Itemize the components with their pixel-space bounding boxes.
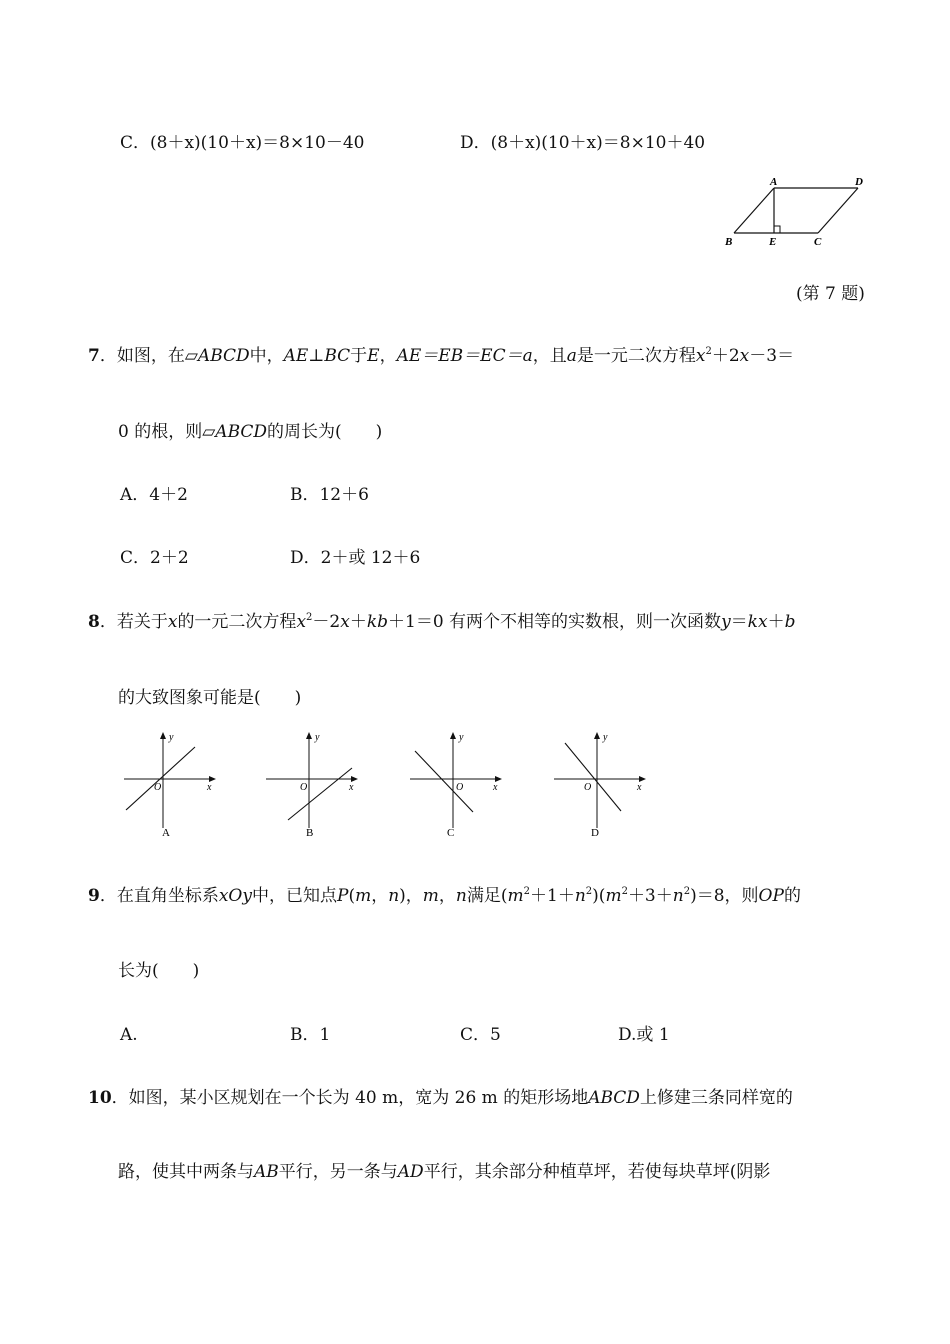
q8-tg: x <box>340 612 350 632</box>
q9-tx: 2 <box>683 886 691 897</box>
q10-line1 <box>88 1087 793 1109</box>
q9-tt: m <box>605 886 622 906</box>
q9-tw: n <box>672 886 684 906</box>
q8-graph-b-label: B <box>306 827 314 839</box>
q9-tn: m <box>507 886 524 906</box>
q9-ts: )( <box>592 886 606 906</box>
q7-option-b: B．12＋6 <box>290 485 369 505</box>
q7-t1n: ＋2 <box>711 346 740 366</box>
q9-option-c: C．5 <box>460 1025 501 1045</box>
q8-graph-a-y-label: y <box>169 732 174 743</box>
q9-line2: 长为( ) <box>118 961 200 981</box>
q10-tc: 上修建三条同样宽的 <box>639 1088 793 1108</box>
q8-tc: 的一元二次方程 <box>177 612 297 632</box>
q9-ty: )＝8，则 <box>690 886 759 906</box>
q8-graph-d-x-label: x <box>637 782 642 793</box>
q10-t2e: 平行，其余部分种植草坪，若使每块草坪(阴影 <box>423 1162 771 1182</box>
q8-graph-a-x-label: x <box>207 782 212 793</box>
q10-ta: ．如图，某小区规划在一个长为 40 m，宽为 26 m 的矩形场地 <box>111 1088 589 1108</box>
q8-graph-b-origin: O <box>300 782 308 793</box>
q10-line2 <box>118 1161 770 1183</box>
q8-th: ＋ <box>349 612 367 632</box>
q9-option-d: D.或 1 <box>618 1025 670 1045</box>
q8-graph-d-origin: O <box>584 782 592 793</box>
q9-tj: m <box>422 886 439 906</box>
q7-t1c: 中， <box>249 346 284 366</box>
q9-option-a: A. <box>120 1025 138 1045</box>
q8-graph-c-x-label: x <box>493 782 498 793</box>
q7-t1e: 于 <box>350 346 368 366</box>
q9-tq: n <box>574 886 586 906</box>
q7-t1l: x <box>695 346 706 366</box>
q7-option-a: A．4＋2 <box>120 485 188 505</box>
q9-option-b: B．1 <box>290 1025 331 1045</box>
q8-graph-a-label: A <box>162 827 170 839</box>
q8-line1 <box>88 611 795 633</box>
q7-t1a: ．如图，在▱ <box>99 346 198 366</box>
q9-tg: ， <box>371 886 389 906</box>
q8-graph-d-y-label: y <box>603 732 608 743</box>
q8-line2: 的大致图象可能是( ) <box>118 688 302 708</box>
fig7-caption: (第 7 题) <box>796 284 865 304</box>
q10-t2c: 平行，另一条与 <box>278 1162 398 1182</box>
q9-tc: 中，已知点 <box>251 886 337 906</box>
q7-t1f: E <box>367 346 380 366</box>
q9-tz2: 的 <box>783 886 801 906</box>
q7-t1p: －3＝ <box>749 346 795 366</box>
q9-number: 9 <box>88 886 100 906</box>
q8-td: x <box>296 612 307 632</box>
q9-tm: 满足( <box>466 886 508 906</box>
q8-graph-c-label: C <box>447 827 455 839</box>
q8-ta: ．若关于 <box>99 612 168 632</box>
q9-tr: 2 <box>585 886 593 897</box>
q8-tl: ＝ <box>730 612 748 632</box>
q8-tn: ＋ <box>767 612 785 632</box>
q7-t1i: ，且 <box>532 346 567 366</box>
q7-t1k: 是一元二次方程 <box>576 346 696 366</box>
q8-graph-d-label: D <box>591 827 599 839</box>
q10-t2b: AB <box>254 1162 279 1182</box>
q9-tp: ＋1＋ <box>530 886 575 906</box>
q8-graph-b <box>262 728 362 843</box>
q6-option-c: C．(8＋x)(10＋x)＝8×10－40 <box>120 133 365 153</box>
q7-t1b: ABCD <box>197 346 250 366</box>
q7-line1 <box>88 345 794 367</box>
q9-tb: xOy <box>218 886 252 906</box>
q7-number: 7 <box>88 346 100 366</box>
q9-tv: ＋3＋ <box>627 886 673 906</box>
q8-tm: kx <box>747 612 768 632</box>
q7-t2b: ABCD <box>215 422 268 442</box>
q9-line1 <box>88 885 801 907</box>
q9-tf: m <box>355 886 372 906</box>
q8-te: 2 <box>306 612 313 623</box>
q9-tk: ， <box>438 886 456 906</box>
q9-ti: )， <box>399 886 423 906</box>
q7-t1g: ， <box>379 346 397 366</box>
q8-tk: y <box>721 612 731 632</box>
q6-option-d: D．(8＋x)(10＋x)＝8×10＋40 <box>460 133 706 153</box>
q9-tu: 2 <box>621 886 628 897</box>
q9-te: ( <box>348 886 356 906</box>
q8-graph-b-x-label: x <box>349 782 354 793</box>
q8-graph-a-origin: O <box>154 782 162 793</box>
fig7-label-a: A <box>770 176 778 188</box>
q7-t1h: AE＝EB＝EC＝a <box>396 346 533 366</box>
q9-tl: n <box>455 886 467 906</box>
fig7-label-e: E <box>769 236 777 248</box>
q8-number: 8 <box>88 612 100 632</box>
q8-graph-b-y-label: y <box>315 732 320 743</box>
q8-graph-a <box>120 728 220 843</box>
q7-option-d: D．2＋或 12＋6 <box>290 548 421 568</box>
q8-graph-d <box>550 728 650 843</box>
fig7-label-d: D <box>855 176 863 188</box>
q8-tj: ＋1＝0 有两个不相等的实数根，则一次函数 <box>388 612 722 632</box>
fig7-label-c: C <box>814 236 822 248</box>
q9-to: 2 <box>523 886 531 897</box>
q7-option-c: C．2＋2 <box>120 548 189 568</box>
q9-th: n <box>388 886 400 906</box>
q7-t1m: 2 <box>705 346 712 357</box>
q9-td: P <box>336 886 349 906</box>
q7-t2a: 0 的根，则▱ <box>118 422 216 442</box>
q10-number: 10 <box>88 1088 112 1108</box>
q10-t2d: AD <box>397 1162 424 1182</box>
q8-tb: x <box>167 612 178 632</box>
q7-t1o: x <box>739 346 750 366</box>
q9-tz: OP <box>758 886 784 906</box>
q8-graph-c <box>406 728 506 843</box>
q10-t2a: 路，使其中两条与 <box>118 1162 254 1182</box>
q10-tb: ABCD <box>588 1088 640 1108</box>
q7-t2c: 的周长为( ) <box>267 422 383 442</box>
q7-line2 <box>118 421 382 443</box>
q8-tf: －2 <box>312 612 341 632</box>
figure-7-parallelogram <box>718 172 870 252</box>
q8-to: b <box>784 612 796 632</box>
q7-t1j: a <box>566 346 577 366</box>
q9-ta: ．在直角坐标系 <box>99 886 219 906</box>
q8-ti: kb <box>366 612 389 632</box>
fig7-label-b: B <box>725 236 733 248</box>
q8-graph-c-origin: O <box>456 782 464 793</box>
q8-graph-c-y-label: y <box>459 732 464 743</box>
q7-t1d: AE⊥BC <box>283 346 351 366</box>
